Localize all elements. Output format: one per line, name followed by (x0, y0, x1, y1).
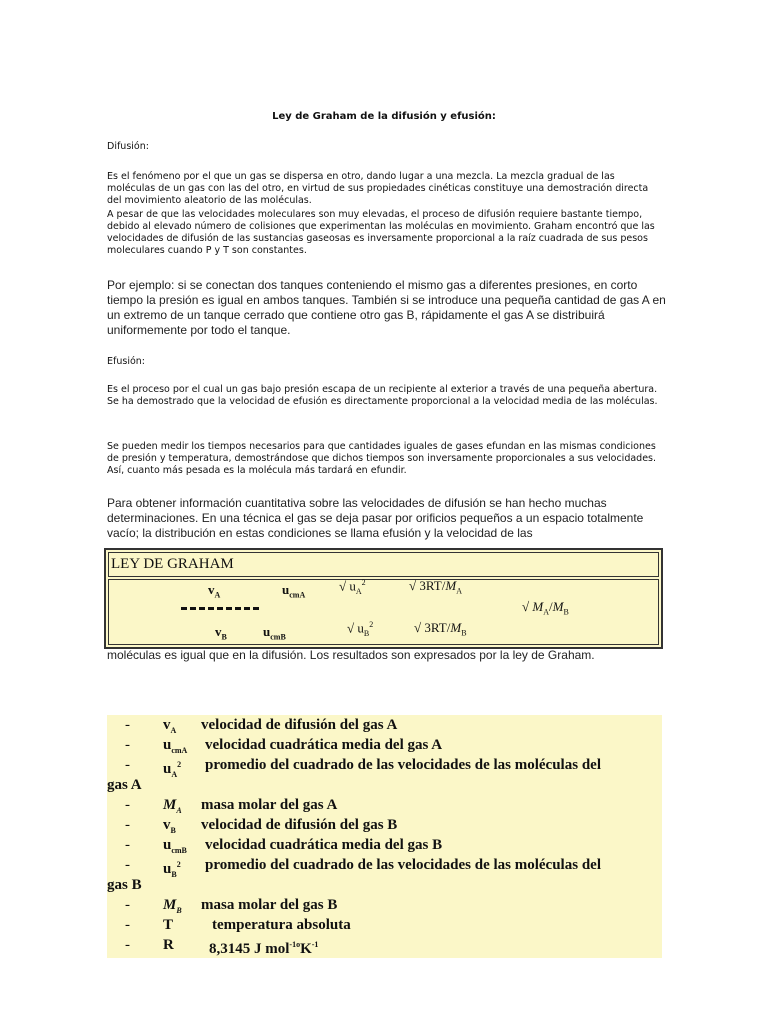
formula-va: $v_A$ (208, 582, 221, 600)
formula-sqrt-ua2: √ $u_A^2$ (339, 578, 366, 596)
difusion-paragraph-1: Es el fenómeno por el que un gas se dispersa en otro, dando lugar a una mezcla. La mezcla gradual de las moléculas de un gas con las del otro, en virtud de sus propiedades cinéticas constituye una demostración directa del movimiento aleatorio de las moléculas. (107, 171, 649, 206)
efusion-paragraph-2: Se pueden medir los tiempos necesarios para que cantidades iguales de gases efundan en las mismas condiciones de presión y temperatura, demostrándose que dichos tiempos son inversamente proporcionales a sus velocidades. Así, cuanto más pesada es la molécula más tardará en efundir. (107, 441, 657, 476)
graham-law-formula (108, 579, 659, 645)
difusion-heading: Difusión: (107, 141, 149, 152)
formula-sqrt-ub2: √ $u_B^2$ (347, 620, 374, 638)
graham-law-box (104, 548, 663, 649)
cuantitativa-paragraph: Para obtener información cuantitativa sobre las velocidades de difusión se han hecho muchas determinaciones. En una técnica el gas se deja pasar por orificios pequeños a un espacio totalmente vacío; la distribución en estas condiciones se llama efusión y la velocidad de las (107, 496, 644, 540)
efusion-heading: Efusión: (107, 356, 145, 367)
formula-ucmb: $u_{cmB}$ (263, 624, 286, 642)
formula-vb: $v_B$ (215, 624, 227, 642)
formula-ucma: $u_{cmA}$ (282, 582, 306, 600)
document-title: Ley de Graham de la difusión y efusión: (272, 111, 496, 122)
formula-sqrt-3rt-mb: √ $3RT/M_B$ (414, 620, 467, 638)
formula-sqrt-3rt-ma: √ $3RT/M_A$ (409, 578, 462, 596)
ejemplo-paragraph: Por ejemplo: si se conectan dos tanques conteniendo el mismo gas a diferentes presiones, en corto tiempo la presión es igual en ambos tanques. También si se introduce una pequeña cantidad de gas A en un extremo de un tanque cerrado que contiene otro gas B, rápidamente el gas A se distribuirá uniformemente por todo el tanque. (107, 278, 666, 337)
definitions-list: - $v_A$ velocidad de difusión del gas A - $u_{cmA}$ velocidad cuadrática media del gas A - $u_A^2$ promedio del cuadrado de las velocidades de las moléculas del gas A - $M_A$ masa molar del gas A - $v_B$ velocidad de difusión del gas B - $u_{cmB}$ velocidad cuadrática media del gas B - $u_B^2$ promedio del cuadrado de las velocidades de las moléculas del gas B - $M_B$ masa molar del gas B - T temperatura absoluta - R 8,3145 J $mol^{-1o}K^{-1}$ (107, 715, 662, 958)
graham-law-title: LEY DE GRAHAM (108, 552, 659, 577)
fraction-dashed-line (181, 607, 259, 610)
efusion-paragraph-1: Es el proceso por el cual un gas bajo presión escapa de un recipiente al exterior a través de una pequeña abertura. Se ha demostrado que la velocidad de efusión es directamente proporcional a la velocidad media de las moléculas. (107, 384, 658, 407)
moleculas-paragraph: moléculas es igual que en la difusión. Los resultados son expresados por la ley de Graham. (107, 648, 595, 662)
formula-sqrt-ma-mb: √ $M_A/M_B$ (522, 599, 569, 617)
difusion-paragraph-2: A pesar de que las velocidades moleculares son muy elevadas, el proceso de difusión requiere bastante tiempo, debido al elevado número de colisiones que experimentan las moléculas en movimiento. Graham encontró que las velocidades de difusión de las sustancias gaseosas es inversamente proporcional a la raíz cuadrada de sus pesos moleculares cuando P y T son constantes. (107, 209, 655, 256)
